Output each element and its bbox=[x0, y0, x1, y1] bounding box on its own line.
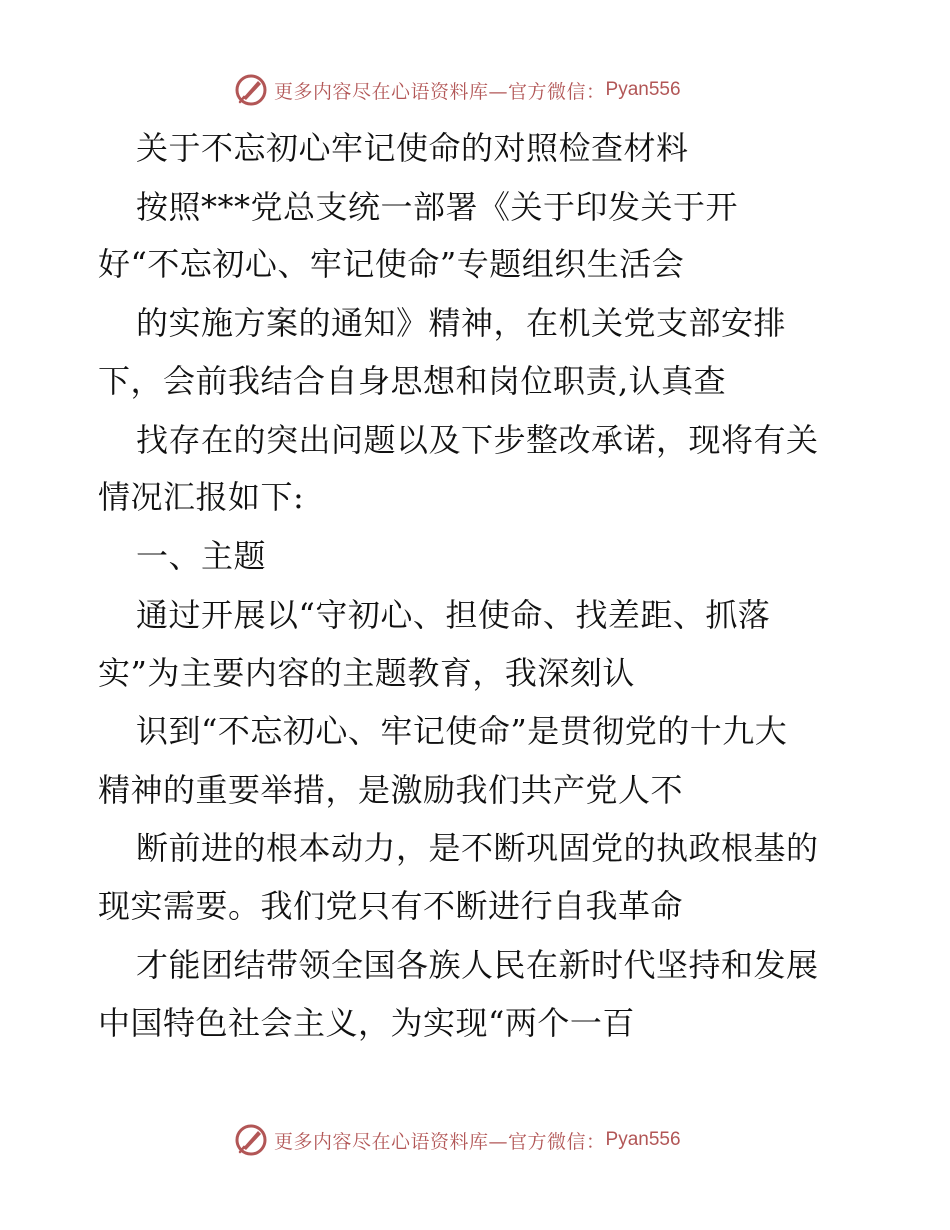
watermark-wechat-id: Pyan556 bbox=[605, 79, 681, 100]
section-heading: 一、主题 bbox=[136, 537, 267, 575]
document-line: 通过开展以“守初心、担使命、找差距、抓落 bbox=[136, 596, 771, 634]
footer-watermark bbox=[234, 1122, 681, 1158]
document-line: 现实需要。我们党只有不断进行自我革命 bbox=[98, 887, 684, 925]
quill-logo-icon bbox=[234, 73, 268, 107]
document-line: 精神的重要举措，是激励我们共产党人不 bbox=[98, 771, 684, 809]
document-line: 下，会前我结合自身思想和岗位职责,认真查 bbox=[98, 362, 727, 400]
document-line: 按照***党总支统一部署《关于印发关于开 bbox=[136, 188, 739, 226]
document-line: 的实施方案的通知》精神，在机关党支部安排 bbox=[136, 304, 787, 342]
document-line: 中国特色社会主义，为实现“两个一百 bbox=[98, 1004, 635, 1042]
document-line: 找存在的突出问题以及下步整改承诺，现将有关 bbox=[136, 421, 819, 459]
watermark-text: 更多内容尽在心语资料库—官方微信： bbox=[274, 80, 606, 103]
header-watermark bbox=[234, 72, 681, 108]
document-line: 才能团结带领全国各族人民在新时代坚持和发展 bbox=[136, 946, 819, 984]
watermark-wechat-id: Pyan556 bbox=[605, 1129, 681, 1150]
document-line: 识到“不忘初心、牢记使命”是贯彻党的十九大 bbox=[136, 712, 788, 750]
document-title: 关于不忘初心牢记使命的对照检查材料 bbox=[136, 129, 689, 167]
document-line: 断前进的根本动力，是不断巩固党的执政根基的 bbox=[136, 829, 819, 867]
watermark-text: 更多内容尽在心语资料库—官方微信： bbox=[274, 1130, 606, 1153]
document-line: 好“不忘初心、牢记使命”专题组织生活会 bbox=[98, 245, 685, 283]
document-line: 情况汇报如下: bbox=[98, 478, 305, 516]
quill-logo-icon bbox=[234, 1123, 268, 1157]
document-line: 实”为主要内容的主题教育，我深刻认 bbox=[98, 654, 635, 692]
